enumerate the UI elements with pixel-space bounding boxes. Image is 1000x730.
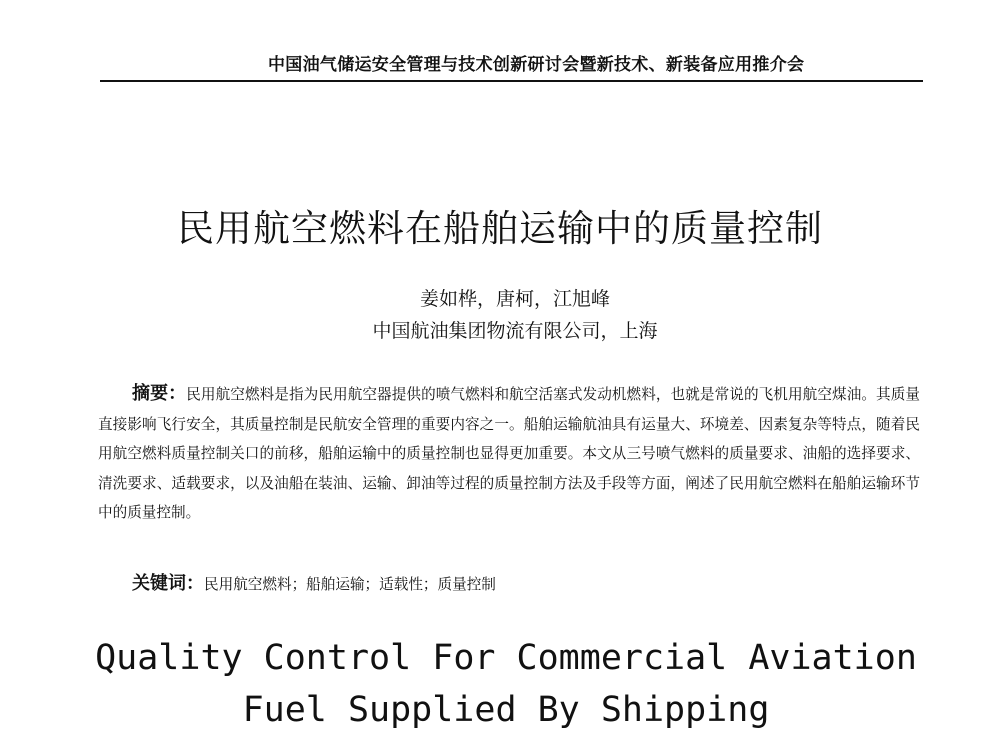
header-rule [100,80,923,82]
keywords-text: 民用航空燃料；船舶运输；适载性；质量控制 [204,576,496,593]
abstract [98,379,920,528]
keywords-label: 关键词： [132,573,204,594]
author-list: 姜如桦，唐柯，江旭峰 [419,288,610,310]
abstract-label: 摘要： [132,383,187,404]
abstract-text: 民用航空燃料是指为民用航空器提供的喷气燃料和航空活塞式发动机燃料，也就是常说的飞机用航空煤油。其质量直接影响飞行安全，其质量控制是民航安全管理的重要内容之一。船舶运输航油具有运量大、环境差、因素复杂等特点，随着民用航空燃料质量控制关口的前移，船舶运输中的质量控制也显得更加重要。本文从三号喷气燃料的质量要求、油船的选择要求、清洗要求、适载要求，以及油船在装油、运输、卸油等过程的质量控制方法及手段等方面，阐述了民用航空燃料在船舶运输环节中的质量控制。 [98,386,920,521]
running-header: 中国油气储运安全管理与技术创新研讨会暨新技术、新装备应用推介会 [268,55,805,75]
paper-title: 民用航空燃料在船舶运输中的质量控制 [177,207,823,250]
keywords [132,569,496,595]
affiliation: 中国航油集团物流有限公司，上海 [372,320,658,342]
english-title-line-2: Fuel Supplied By Shipping [242,690,770,730]
english-title-line-1: Quality Control For Commercial Aviation [95,638,917,678]
